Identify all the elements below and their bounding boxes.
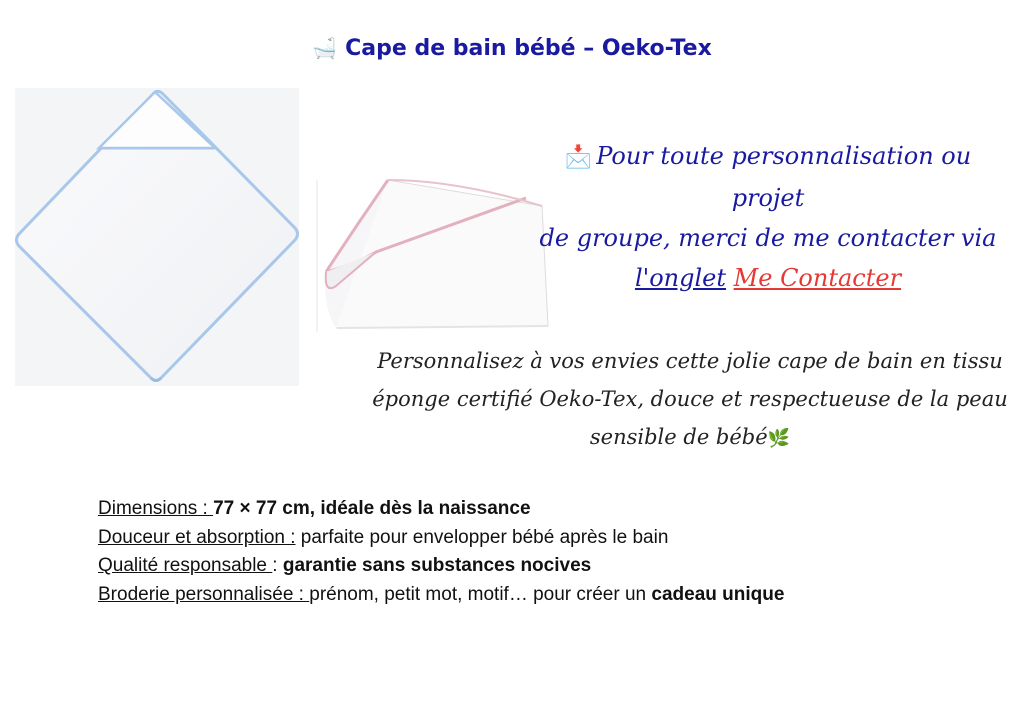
contact-line-1: 📩 Pour toute personnalisation ou projet xyxy=(564,142,972,212)
description-line-3: sensible de bébé🌿 xyxy=(589,425,791,449)
bathtub-icon: 🛁 xyxy=(312,36,338,60)
contact-prefix: l'onglet xyxy=(634,264,727,292)
spec-value-bold: cadeau unique xyxy=(651,583,785,605)
contact-line-2: de groupe, merci de me contacter via xyxy=(539,224,997,252)
me-contacter-link[interactable]: Me Contacter xyxy=(733,264,902,292)
spec-label: Qualité responsable xyxy=(98,555,273,576)
contact-line-3 xyxy=(528,258,1008,298)
spec-label: Douceur et absorption : xyxy=(98,526,296,548)
product-image-folded xyxy=(316,176,552,332)
page-title xyxy=(0,36,1024,61)
spec-dimensions xyxy=(98,495,998,524)
spec-softness xyxy=(98,524,998,553)
spec-quality xyxy=(98,552,998,581)
spec-value: 77 × 77 cm, idéale dès la naissance xyxy=(213,498,531,519)
product-image-flat xyxy=(15,88,299,386)
contact-message xyxy=(528,136,1008,298)
description-line-2: éponge certifié Oeko-Tex, douce et respectueuse de la peau xyxy=(372,387,1008,411)
spec-value: garantie sans substances nocives xyxy=(282,555,592,576)
product-description xyxy=(370,342,1010,458)
mail-inbox-icon: 📩 xyxy=(564,145,593,170)
description-line-1: Personnalisez à vos envies cette jolie cape de bain en tissu xyxy=(377,349,1003,373)
spec-separator: : xyxy=(272,555,283,576)
leaf-icon: 🌿 xyxy=(767,428,791,449)
towel-flat-illustration xyxy=(15,88,299,386)
spec-label: Dimensions : xyxy=(98,498,214,519)
spec-value: parfaite pour envelopper bébé après le bain xyxy=(295,526,669,548)
product-specs xyxy=(98,495,998,609)
spec-value: prénom, petit mot, motif… pour créer un xyxy=(309,583,652,605)
page-title-text: Cape de bain bébé – Oeko-Tex xyxy=(345,36,712,61)
towel-folded-illustration xyxy=(316,176,552,332)
spec-label: Broderie personnalisée : xyxy=(98,583,310,605)
spec-embroidery xyxy=(98,581,998,610)
